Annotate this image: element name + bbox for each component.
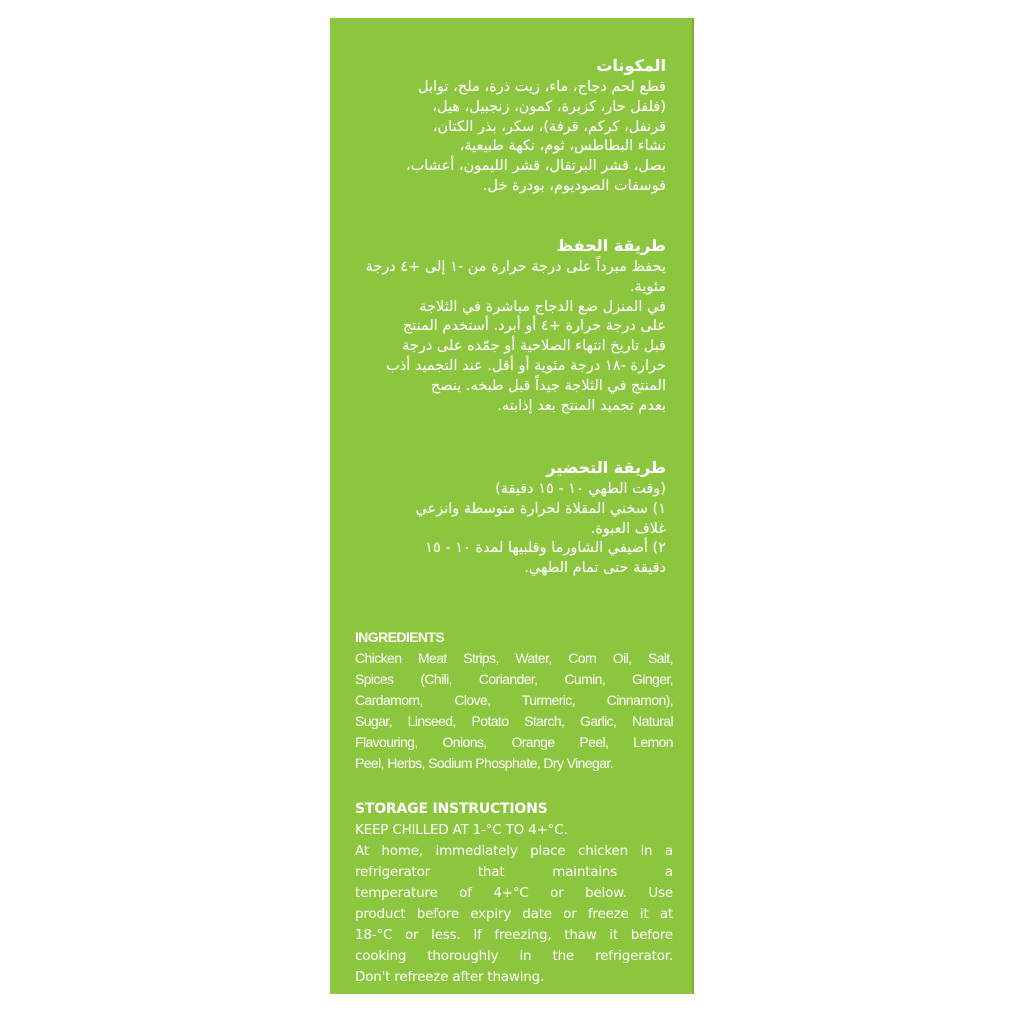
arabic-ingredients-line: قطع لحم دجاج، ماء، زيت ذرة، ملح، توابل (418, 79, 666, 95)
arabic-storage-line: على درجة حرارة +٤ أو أبرد. أستخدم المنتج (402, 318, 666, 335)
arabic-ingredients-line: قرنفل، كركم، قرفة)، سكر، بذر الكتان، (432, 118, 666, 135)
english-storage-heading: STORAGE INSTRUCTIONS (355, 801, 548, 817)
arabic-preparation-line: ١) سخني المقلاة لحرارة متوسطة وانزعي (415, 500, 666, 517)
arabic-storage-line: مئوية. (629, 278, 666, 295)
english-storage-line: Don't refreeze after thawing. (355, 969, 545, 985)
arabic-storage-line: حرارة -١٨ درجة مئوية أو أقل. عند التجميد أذب (386, 357, 666, 374)
arabic-ingredients-line: بصل، قشر البرتقال، قشر الليمون، أعشاب، (405, 158, 666, 175)
english-ingredients-line: Sugar, Linseed, Potato Starch, Garlic, Natural (355, 713, 673, 729)
english-storage-line: product before expiry date or freeze it at (355, 906, 673, 922)
english-storage-line: temperature of 4+°C or below. Use (355, 885, 673, 901)
english-storage-line: cooking thoroughly in the refrigerator. (355, 948, 673, 964)
arabic-ingredients-section (348, 54, 666, 197)
arabic-storage-line: المنتج في الثلاجة جيداً قبل طبخه. ينصح (430, 377, 666, 394)
arabic-storage-heading: طريقة الحفظ (556, 236, 666, 255)
arabic-preparation-heading: طريقة التحضير (546, 458, 666, 477)
arabic-preparation-line: دقيقة حتى تمام الطهي. (524, 560, 666, 577)
arabic-ingredients-line: فوسفات الصوديوم، بودرة خل. (482, 177, 666, 194)
english-storage-line: 18-°C or less. If freezing, thaw it before (355, 927, 673, 943)
arabic-storage-line: قبل تاريخ انتهاء الصلاحية أو جمّده على درجة (402, 338, 666, 355)
arabic-storage-line: في المنزل ضع الدجاج مباشرة في الثلاجة (419, 298, 666, 315)
arabic-preparation-line: (وقت الطهي ١٠ - ١٥ دقيقة) (495, 481, 666, 497)
english-ingredients-line: Flavouring, Onions, Orange Peel, Lemon (355, 734, 673, 750)
english-ingredients-line: Peel, Herbs, Sodium Phosphate, Dry Vinegar. (355, 755, 613, 771)
english-ingredients-line: Cardamom, Clove, Turmeric, Cinnamon), (355, 692, 673, 708)
arabic-ingredients-line: (فلفل حار، كزبرة، كمون، زنجبيل، هيل، (432, 98, 666, 115)
english-ingredients-section (355, 627, 673, 774)
english-storage-line: KEEP CHILLED AT 1-°C TO 4+°C. (355, 822, 568, 838)
english-ingredients-line: Spices (Chili, Coriander, Cumin, Ginger, (355, 671, 673, 687)
arabic-ingredients-line: نشاء البطاطس، ثوم، نكهة طبيعية، (459, 138, 666, 155)
english-ingredients-heading: INGREDIENTS (355, 629, 445, 645)
english-storage-line: At home, immediately place chicken in a (355, 843, 673, 859)
arabic-preparation-line: ٢) أضيفي الشاورما وقلبيها لمدة ١٠ - ١٥ (425, 540, 666, 557)
english-storage-line: refrigerator that maintains a (355, 864, 673, 880)
arabic-preparation-section (348, 456, 666, 579)
english-ingredients-line: Chicken Meat Strips, Water, Corn Oil, Salt, (355, 650, 673, 666)
english-storage-section (355, 799, 673, 988)
arabic-storage-line: بعدم تجميد المنتج بعد إذابته. (497, 397, 666, 414)
arabic-preparation-line: غلاف العبوة. (590, 520, 666, 537)
arabic-storage-section (348, 234, 666, 416)
arabic-storage-line: يحفظ مبرداً على درجة حرارة من -١ إلى +٤ درجة (365, 259, 666, 275)
arabic-ingredients-heading: المكونات (596, 56, 666, 75)
package-side-panel (330, 18, 694, 994)
